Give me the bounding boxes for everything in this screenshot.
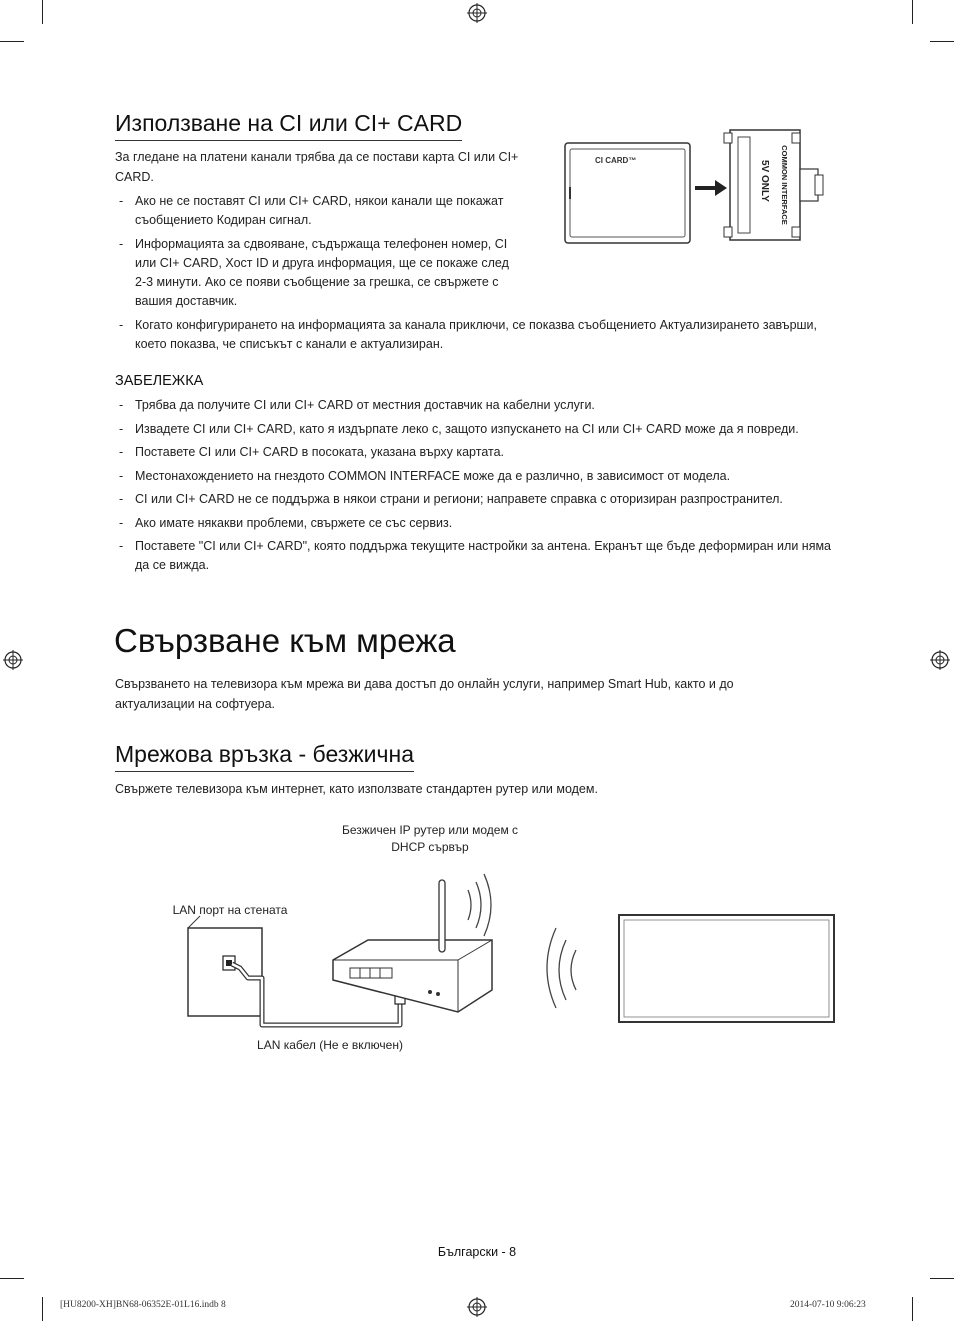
list-item: - Ако имате някакви проблеми, свържете се със сервиз. [115, 514, 845, 533]
ci-section-title: Използване на CI или CI+ CARD [115, 110, 462, 141]
wireless-section-title: Мрежова връзка - безжична [115, 741, 414, 772]
tv-icon [619, 915, 834, 1022]
wall-label: LAN порт на стената [172, 903, 288, 917]
network-section-title: Свързване към мрежа [114, 622, 456, 659]
slot-label-common-interface: COMMON INTERFACE [780, 145, 789, 225]
list-item: - Поставете "CI или CI+ CARD", която поддържа текущите настройки за антена. Екранът ще бъде деформиран или няма да се вижда. [115, 537, 845, 575]
crop-mark [912, 0, 913, 24]
cable-label: LAN кабел (Не е включен) [257, 1038, 403, 1052]
wall-lan-port-icon [188, 916, 262, 1016]
note-bullet-list [115, 396, 845, 580]
wireless-section [115, 741, 414, 772]
ci-intro: За гледане на платени канали трябва да се постави карта CI или CI+ CARD. [115, 150, 519, 184]
router-label: Безжичен IP рутер или модем с DHCP сървър [341, 823, 519, 854]
list-item: - Информацията за сдвояване, съдържаща телефонен номер, CI или CI+ CARD, Хост ID и друга информация, ще се покаже след 2-3 минути. Ако се появи съобщение за грешка, се свържете с вашия доставчик. [115, 235, 515, 311]
ci-bullet-list-wide [115, 316, 840, 359]
crop-mark [42, 0, 43, 24]
crop-mark [0, 1278, 24, 1279]
list-item: - Когато конфигурирането на информацията за канала приключи, се показва съобщението Актуализирането завърши, което показва, че списъкът с канали е актуализиран. [115, 316, 840, 354]
list-item: - Поставете CI или CI+ CARD в посоката, указана върху картата. [115, 443, 845, 462]
ci-card-figure [560, 125, 840, 275]
crop-mark [930, 41, 954, 42]
registration-mark-icon [3, 650, 23, 670]
slot-label-5v-only: 5V ONLY [759, 160, 770, 202]
registration-mark-icon [467, 1297, 487, 1317]
file-info: [HU8200-XH]BN68-06352E-01L16.indb 8 [60, 1300, 226, 1310]
ci-card-illustration [560, 125, 840, 275]
crop-mark [912, 1297, 913, 1321]
ci-section [115, 110, 462, 141]
wifi-signal-icon [547, 928, 576, 1008]
list-item: - Ако не се поставят CI или CI+ CARD, някои канали ще покажат съобщението Кодиран сигнал. [115, 192, 515, 230]
registration-mark-icon [467, 3, 487, 23]
crop-mark [0, 41, 24, 42]
list-item: - Местонахождението на гнездото COMMON INTERFACE може да е различно, в зависимост от модела. [115, 467, 845, 486]
ci-bullet-list [115, 192, 515, 315]
page-number: Български - 8 [437, 1245, 517, 1259]
wireless-network-diagram [180, 860, 840, 1030]
ci-card-label: CI CARD™ [595, 156, 637, 165]
wireless-intro: Свържете телевизора към интернет, като използвате стандартен рутер или модем. [115, 782, 598, 796]
timestamp: 2014-07-10 9:06:23 [790, 1300, 866, 1310]
router-icon [333, 880, 492, 1012]
list-item: - CI или CI+ CARD не се поддържа в някои страни и региони; направете справка с оторизиран разпространител. [115, 490, 845, 509]
crop-mark [42, 1297, 43, 1321]
list-item: - Извадете CI или CI+ CARD, като я издърпате леко с, защото изпускането на CI или CI+ CARD може да я повреди. [115, 420, 845, 439]
crop-mark [930, 1278, 954, 1279]
note-title: ЗАБЕЛЕЖКА [115, 373, 204, 389]
list-item: - Трябва да получите CI или CI+ CARD от местния доставчик на кабелни услуги. [115, 396, 845, 415]
network-intro: Свързването на телевизора към мрежа ви дава достъп до онлайн услуги, например Smart Hub, както и до актуализации на софтуера. [115, 677, 734, 711]
registration-mark-icon [930, 650, 950, 670]
wifi-signal-icon [468, 874, 491, 936]
